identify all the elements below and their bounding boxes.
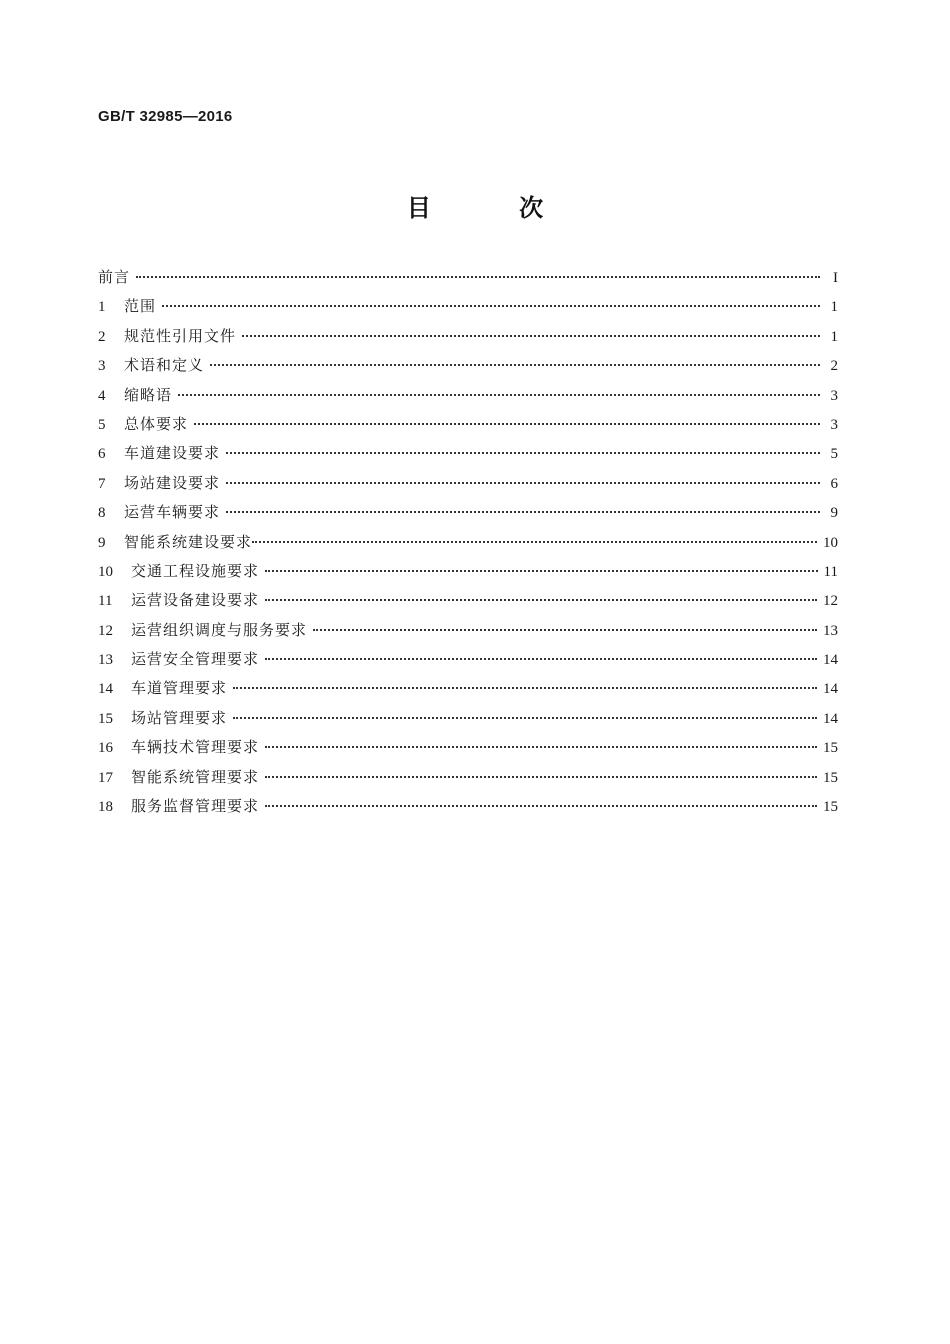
toc-leader-dots [226, 511, 820, 513]
toc-entry-number: 9 [98, 534, 106, 551]
toc-entry-number: 4 [98, 387, 106, 404]
toc-entry-number: 5 [98, 416, 106, 433]
toc-entry-number: 3 [98, 358, 106, 375]
toc-entry-15[interactable] [98, 707, 838, 736]
toc-entry-11[interactable] [98, 589, 838, 618]
toc-entry-number: 1 [98, 299, 106, 316]
toc-entry-6[interactable] [98, 442, 838, 471]
toc-entry-title: 交通工程设施要求 [131, 561, 260, 580]
toc-entry-page: 14 [823, 652, 838, 669]
toc-entry-5[interactable] [98, 413, 838, 442]
toc-entry-title: 运营安全管理要求 [131, 650, 260, 669]
toc-entry-14[interactable] [98, 677, 838, 706]
toc-leader-dots [313, 629, 817, 631]
toc-entry-page: 3 [830, 387, 838, 404]
toc-leader-dots [178, 394, 820, 396]
toc-leader-dots [233, 687, 817, 689]
toc-entry-number: 10 [98, 563, 113, 580]
toc-entry-number: 2 [98, 328, 106, 345]
toc-entry-page: 14 [823, 681, 838, 698]
toc-entry-page: 2 [830, 358, 838, 375]
toc-entry-18[interactable] [98, 795, 838, 824]
toc-entry-number: 8 [98, 505, 106, 522]
toc-leader-dots [265, 570, 818, 572]
toc-entry-title: 智能系统管理要求 [131, 767, 260, 786]
toc-entry-title: 前言 [98, 268, 131, 286]
toc-entry-title: 场站管理要求 [131, 708, 228, 727]
toc-entry-title: 场站建设要求 [124, 473, 221, 492]
toc-entry-number: 6 [98, 446, 106, 463]
toc-entry-title: 服务监督管理要求 [131, 797, 260, 816]
toc-entry-title: 车道建设要求 [124, 444, 221, 463]
toc-entry-9[interactable] [98, 531, 838, 560]
toc-entry-page: 9 [830, 505, 838, 522]
toc-leader-dots [226, 452, 820, 454]
toc-entry-7[interactable] [98, 472, 838, 501]
toc-entry-8[interactable] [98, 501, 838, 530]
toc-entry-13[interactable] [98, 648, 838, 677]
toc-leader-dots [242, 335, 820, 337]
toc-entry-page: 1 [830, 328, 838, 345]
toc-entry-2[interactable] [98, 325, 838, 354]
toc-leader-dots [194, 423, 820, 425]
toc-entry-title: 缩略语 [124, 385, 173, 404]
toc-entry-number: 12 [98, 622, 113, 639]
toc-entry-number: 15 [98, 710, 113, 727]
toc-entry-page: 15 [823, 740, 838, 757]
toc-entry-title: 运营组织调度与服务要求 [131, 620, 308, 639]
toc-entry-1[interactable] [98, 295, 838, 324]
toc-leader-dots [265, 658, 817, 660]
toc-entry-title: 智能系统建设要求 [124, 532, 253, 551]
toc-entry-number: 18 [98, 799, 113, 816]
toc-leader-dots [210, 364, 820, 366]
toc-leader-dots [136, 276, 820, 278]
toc-entry-number: 16 [98, 740, 113, 757]
toc-entry-page: I [833, 270, 838, 286]
toc-entry-page: 15 [823, 799, 838, 816]
toc-leader-dots [265, 805, 817, 807]
toc-entry-page: 12 [823, 593, 838, 610]
toc-leader-dots [233, 717, 817, 719]
toc-entry-title: 规范性引用文件 [124, 326, 237, 345]
toc-entry-17[interactable] [98, 766, 838, 795]
toc-entry-title: 范围 [124, 297, 157, 316]
toc-entry-page: 14 [823, 710, 838, 727]
toc-entry-4[interactable] [98, 384, 838, 413]
toc-entry-10[interactable] [98, 560, 838, 589]
toc-leader-dots [265, 776, 817, 778]
toc-entry-page: 1 [830, 299, 838, 316]
toc-leader-dots [226, 482, 820, 484]
toc-entry-page: 6 [830, 475, 838, 492]
toc-entry-number: 14 [98, 681, 113, 698]
toc-entry-foreword[interactable] [98, 266, 838, 295]
toc-entry-12[interactable] [98, 619, 838, 648]
toc-entry-number: 11 [98, 593, 113, 610]
toc-title: 目 次 [406, 194, 584, 222]
toc-entry-number: 13 [98, 652, 113, 669]
toc-entry-page: 5 [830, 446, 838, 463]
toc-entry-title: 术语和定义 [124, 356, 205, 375]
toc-entry-page: 10 [823, 534, 838, 551]
toc-entry-number: 7 [98, 475, 106, 492]
toc-entry-title: 运营车辆要求 [124, 503, 221, 522]
toc-entry-page: 3 [830, 416, 838, 433]
toc-leader-dots [265, 599, 817, 601]
toc-entry-title: 运营设备建设要求 [131, 591, 260, 610]
toc-entry-page: 11 [823, 563, 838, 580]
toc-entry-16[interactable] [98, 736, 838, 765]
table-of-contents [98, 266, 838, 824]
standard-code: GB/T 32985—2016 [98, 108, 233, 125]
toc-leader-dots [162, 305, 820, 307]
toc-entry-3[interactable] [98, 354, 838, 383]
toc-entry-page: 15 [823, 769, 838, 786]
toc-entry-number: 17 [98, 769, 113, 786]
toc-entry-page: 13 [823, 622, 838, 639]
toc-entry-title: 车辆技术管理要求 [131, 738, 260, 757]
toc-entry-title: 总体要求 [124, 414, 189, 433]
toc-leader-dots [265, 746, 817, 748]
toc-leader-dots [252, 541, 817, 543]
toc-entry-title: 车道管理要求 [131, 679, 228, 698]
